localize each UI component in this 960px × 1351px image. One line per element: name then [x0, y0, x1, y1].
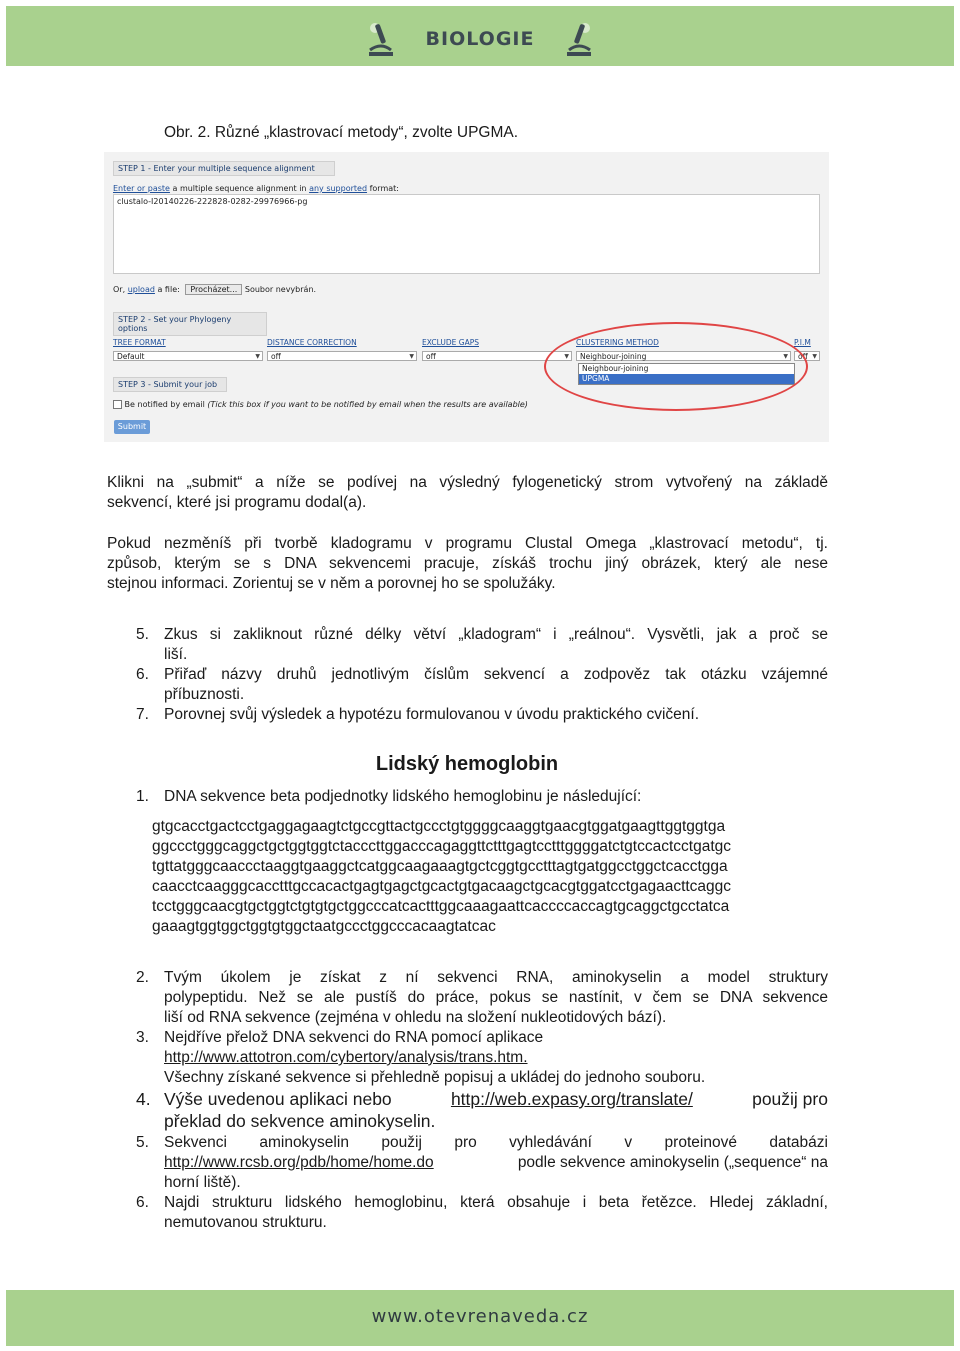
- item6-line2: nemutovanou strukturu.: [164, 1214, 327, 1231]
- dropdown-option-neighbour-joining[interactable]: Neighbour-joining: [582, 364, 649, 373]
- item6-line1: Najdi strukturu lidského hemoglobinu, která obsahuje i beta řetězce. Hledej základní,: [164, 1194, 828, 1211]
- alignment-id: clustalo-I20140226-222828-0282-29976966-pg: [117, 197, 308, 206]
- tree-format-select[interactable]: [113, 351, 263, 361]
- para2-line1: Pokud nezměníš při tvorbě kladogramu v programu Clustal Omega „klastrovací metodu“, tj.: [107, 535, 828, 552]
- brand: [6, 20, 954, 58]
- task6-line2: příbuznosti.: [164, 686, 245, 703]
- dropdown-option-upgma[interactable]: UPGMA: [579, 374, 794, 384]
- footer-band: [6, 1290, 954, 1346]
- chevron-down-icon: ▼: [409, 353, 414, 360]
- attotron-link[interactable]: http://www.attotron.com/cybertory/analysis/trans.htm.: [164, 1049, 528, 1066]
- item2-number: 2.: [136, 969, 149, 986]
- item5-post: podle sekvence aminokyselin („sequence“ na: [517, 1154, 828, 1171]
- task6-line1: Přiřaď názvy druhů jednotlivým číslům sekvencí a zodpověz tak otázku vzájemné: [164, 666, 828, 683]
- clustering-method-value: Neighbour-joining: [580, 352, 647, 361]
- item1-number: 1.: [136, 788, 149, 805]
- pim-label: P.I.M: [794, 338, 811, 347]
- rcsb-link[interactable]: http://www.rcsb.org/pdb/home/home.do: [164, 1154, 434, 1171]
- no-file-label: Soubor nevybrán.: [244, 285, 317, 294]
- dna-line: tgttatgggcaaccctaaggtgaaggctcatggcaagaaagtgctcggtgcctttagtgatggcctggctcacctgga: [152, 858, 728, 875]
- highlight-oval: [544, 322, 808, 411]
- chevron-down-icon: ▼: [783, 353, 788, 360]
- or-label: Or,: [113, 285, 126, 294]
- item4-number: 4.: [136, 1089, 151, 1109]
- para1-line2: sekvencí, které jsi programu dodal(a).: [107, 494, 367, 511]
- enter-suffix: format:: [369, 184, 399, 193]
- distance-correction-select[interactable]: [267, 351, 417, 361]
- pim-value: off: [798, 352, 808, 361]
- chevron-down-icon: ▼: [812, 353, 817, 360]
- upload-row: [113, 284, 316, 295]
- item2-line3: liší od RNA sekvence (zejména v ohledu na složení nukleotidových bází).: [164, 1009, 667, 1026]
- step3-header: STEP 3 - Submit your job: [113, 377, 227, 392]
- task7-line1: Porovnej svůj výsledek a hypotézu formulovanou v úvodu praktického cvičení.: [164, 706, 700, 723]
- task5-line1: Zkus si zakliknout různé délky větví „kladogram“ i „reálnou“. Vysvětli, jak a proč se: [164, 626, 828, 643]
- formats-link[interactable]: any supported: [309, 184, 368, 193]
- section-title: Lidský hemoglobin: [375, 753, 559, 775]
- item3-line3: Všechny získané sekvence si přehledně popisuj a ukládej do jednoho souboru.: [164, 1069, 706, 1086]
- task5-line2: liší.: [164, 646, 188, 663]
- exclude-gaps-value: off: [426, 352, 436, 361]
- item3-number: 3.: [136, 1029, 149, 1046]
- microscope-icon: [564, 20, 594, 58]
- clustering-method-label: CLUSTERING METHOD: [576, 338, 659, 347]
- upload-link[interactable]: upload: [127, 285, 155, 294]
- item4-pre: Výše uvedenou aplikaci nebo: [164, 1089, 392, 1109]
- chevron-down-icon: ▼: [564, 353, 569, 360]
- distance-correction-label: DISTANCE CORRECTION: [267, 338, 357, 347]
- task5-number: 5.: [136, 626, 149, 643]
- item5-line1: Sekvenci aminokyselin použij pro vyhledávání v proteinové databázi: [164, 1134, 828, 1151]
- item6-number: 6.: [136, 1194, 149, 1211]
- exclude-gaps-label: EXCLUDE GAPS: [422, 338, 479, 347]
- dna-line: caacctcaagggcacctttgccacactgagtgagctgcactgtgacaagctgcacgtggatcctgagaacttcaggc: [152, 878, 732, 895]
- item5-line2: [164, 1153, 828, 1173]
- para1-line1: Klikni na „submit“ a níže se podívej na výsledný fylogenetický strom vytvořený na základě: [107, 474, 828, 491]
- enter-instructions: [113, 184, 399, 193]
- notify-hint: (Tick this box if you want to be notified by email when the results are available): [207, 400, 528, 409]
- dna-line: tcctgggcaacgtgctggtctgtgtgctggcccatcactttggcaaagaattcaccccaccagtgcaggctgcctatca: [152, 898, 730, 915]
- item4-line1: [164, 1088, 828, 1110]
- step1-header: STEP 1 - Enter your multiple sequence alignment: [113, 161, 335, 176]
- expasy-link[interactable]: http://web.expasy.org/translate/: [450, 1089, 693, 1109]
- tree-format-label: TREE FORMAT: [113, 338, 166, 347]
- distance-correction-value: off: [271, 352, 281, 361]
- browse-button[interactable]: Procházet...: [185, 284, 242, 295]
- chevron-down-icon: ▼: [255, 353, 260, 360]
- item5-number: 5.: [136, 1134, 149, 1151]
- figure-caption: Obr. 2. Různé „klastrovací metody“, zvolte UPGMA.: [164, 124, 519, 141]
- file-label: a file:: [157, 285, 180, 294]
- brand-title: BIOLOGIE: [425, 28, 535, 50]
- item2-line2: polypeptidu. Než se ale pustíš do práce, pokus se nastínit, v čem se DNA sekvence: [164, 989, 828, 1006]
- notify-row: [113, 400, 528, 409]
- para2-line2: způsob, kterým se s DNA sekvencemi pracuje, získáš trochu jiný obrázek, který ale nese: [107, 555, 828, 572]
- footer-site: www.otevrenaveda.cz: [371, 1306, 589, 1327]
- submit-button[interactable]: Submit: [114, 420, 150, 434]
- item4-post: použij pro: [752, 1089, 828, 1109]
- header-band: [6, 6, 954, 66]
- dna-line: gtgcacctgactcctgaggagaagtctgccgttactgccctgtggggcaaggtgaacgtggatgaagttggtggtga: [152, 818, 726, 835]
- item4-line2: překlad do sekvence aminokyselin.: [164, 1111, 436, 1131]
- notify-checkbox[interactable]: [113, 400, 122, 409]
- task6-number: 6.: [136, 666, 149, 683]
- para2-line3: stejnou informaci. Zorientuj se v něm a porovnej ho se spolužáky.: [107, 575, 556, 592]
- step2-header: STEP 2 - Set your Phylogeny options: [113, 312, 267, 336]
- alignment-textarea[interactable]: [113, 194, 820, 274]
- tree-format-value: Default: [117, 352, 145, 361]
- microscope-icon: [366, 20, 396, 58]
- dna-line: ggccctgggcaggctgctggtggtctacccttggacccagaggttctttgagtcctttggggatctgtccactcctgatgc: [152, 838, 732, 855]
- enter-mid: a multiple sequence alignment in: [172, 184, 307, 193]
- item2-line1: Tvým úkolem je získat z ní sekvenci RNA, aminokyselin a model struktury: [164, 969, 828, 986]
- task7-number: 7.: [136, 706, 149, 723]
- dna-line: gaaagtggtggctggtgtggctaatgccctggcccacaagtatcac: [152, 918, 496, 935]
- item5-line3: horní liště).: [164, 1174, 241, 1191]
- enter-link[interactable]: Enter or paste: [113, 184, 170, 193]
- item3-line1: Nejdříve přelož DNA sekvenci do RNA pomocí aplikace: [164, 1029, 544, 1046]
- item1-text: DNA sekvence beta podjednotky lidského hemoglobinu je následující:: [164, 788, 642, 805]
- notify-label: Be notified by email: [124, 400, 205, 409]
